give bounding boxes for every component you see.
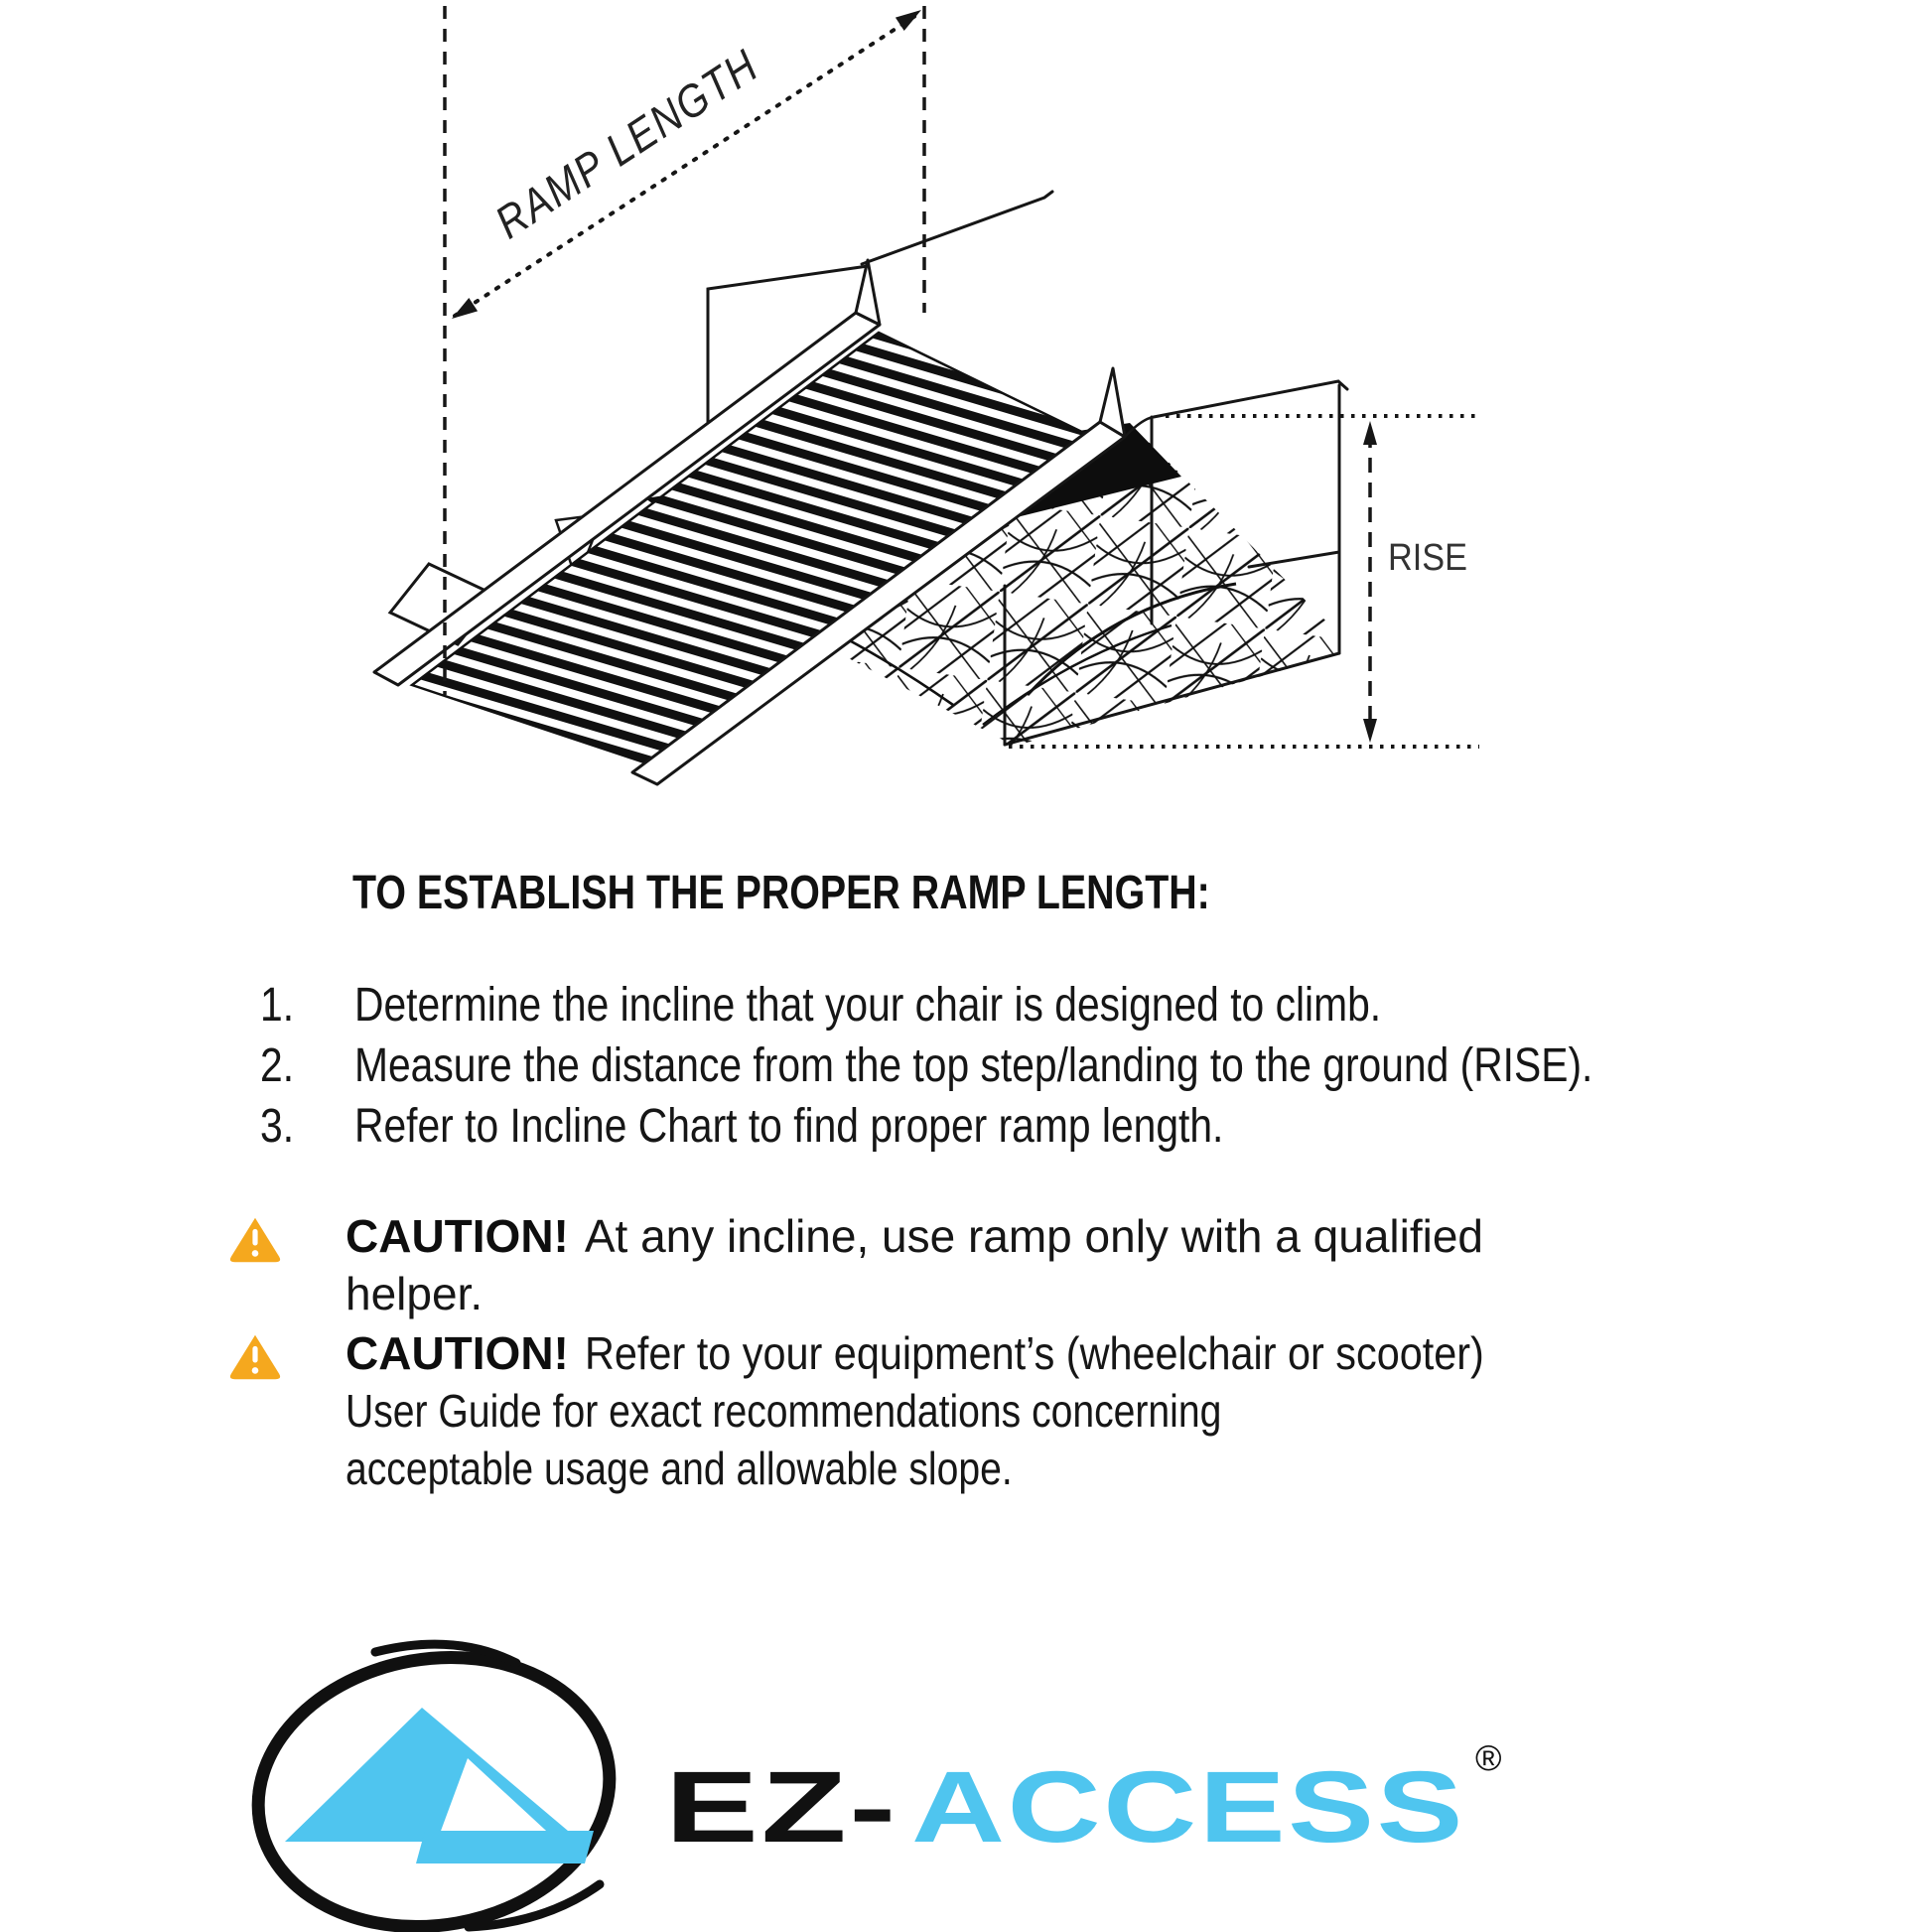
ramp-length-label: RAMP LENGTH <box>485 13 807 249</box>
list-item <box>260 1035 1812 1096</box>
logo-text-ez: EZ- <box>665 1750 898 1863</box>
caution-label: CAUTION! <box>345 1210 569 1262</box>
list-item-number: 3. <box>260 1100 295 1153</box>
caution-block <box>226 1324 1584 1497</box>
logo-text-access: ACCESS <box>911 1750 1465 1863</box>
rise-arrow <box>1363 421 1377 743</box>
registered-trademark-symbol: ® <box>1475 1737 1502 1778</box>
logo-mountain-icon <box>285 1708 594 1863</box>
caution-label: CAUTION! <box>345 1327 569 1379</box>
caution-block <box>226 1207 1483 1322</box>
rise-label: RISE <box>1388 537 1467 579</box>
list-item <box>260 975 1812 1035</box>
caution-line: User Guide for exact recommendations concerning <box>345 1385 1222 1437</box>
list-item-number: 2. <box>260 1039 295 1092</box>
list-item-number: 1. <box>260 979 295 1032</box>
caution-line: At any incline, use ramp only with a qualified <box>584 1210 1484 1262</box>
list-item-text: Refer to Incline Chart to find proper ramp length. <box>354 1100 1224 1153</box>
caution-text <box>345 1324 1584 1497</box>
instruction-list <box>260 975 1812 1157</box>
list-item-text: Determine the incline that your chair is designed to climb. <box>354 979 1382 1032</box>
list-item-text: Measure the distance from the top step/landing to the ground (RISE). <box>354 1039 1593 1092</box>
warning-triangle-icon <box>226 1215 284 1265</box>
caution-line: helper. <box>345 1268 483 1319</box>
caution-line: acceptable usage and allowable slope. <box>345 1443 1013 1494</box>
caution-text <box>345 1207 1483 1322</box>
ez-access-logo <box>248 1636 1539 1932</box>
caution-line: Refer to your equipment’s (wheelchair or scooter) <box>584 1327 1484 1379</box>
warning-triangle-icon <box>226 1332 284 1382</box>
page-title: TO ESTABLISH THE PROPER RAMP LENGTH: <box>352 867 1210 919</box>
list-item <box>260 1096 1812 1157</box>
ramp-diagram <box>0 0 1932 804</box>
